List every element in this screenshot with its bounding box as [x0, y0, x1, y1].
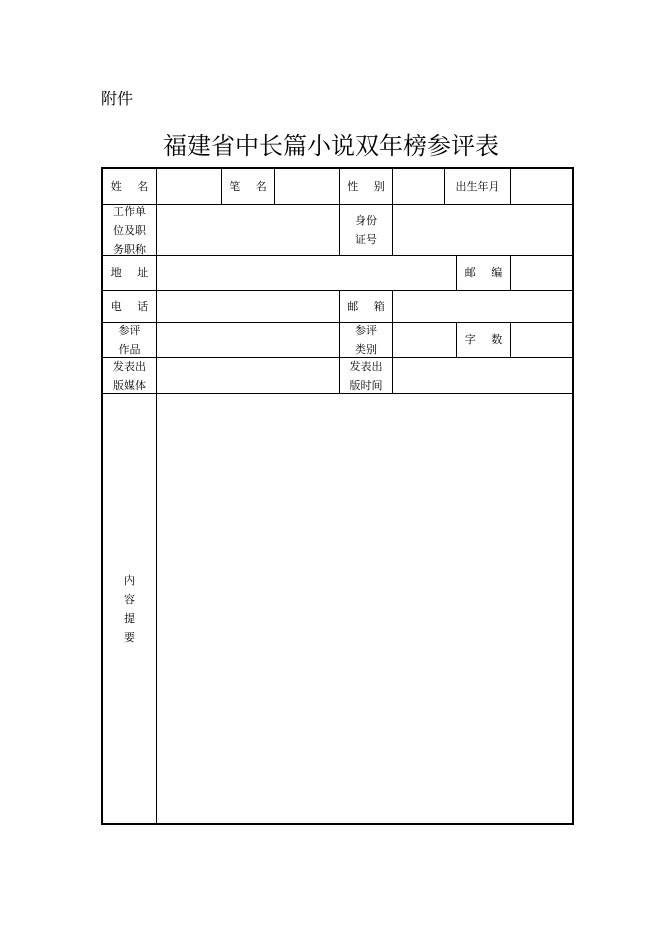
publication-media-field[interactable]: [157, 358, 340, 394]
email-label: 邮 箱: [340, 291, 393, 323]
gender-field[interactable]: [393, 169, 445, 205]
attachment-label: 附件: [101, 89, 134, 108]
phone-field[interactable]: [157, 291, 340, 323]
work-title-label: 参评 作品: [103, 323, 157, 358]
publication-media-label: 发表出 版媒体: [103, 358, 157, 394]
address-field[interactable]: [157, 256, 457, 291]
pen-name-field[interactable]: [275, 169, 340, 205]
id-number-field[interactable]: [393, 205, 574, 256]
postcode-field[interactable]: [511, 256, 574, 291]
summary-label: 内 容 提 要: [103, 394, 157, 823]
work-unit-label: 工作单 位及职 务职称: [103, 205, 157, 256]
name-label: 姓 名: [103, 169, 157, 205]
publication-time-label: 发表出 版时间: [340, 358, 393, 394]
birth-label: 出生年月: [445, 169, 511, 205]
publication-time-field[interactable]: [393, 358, 574, 394]
gender-label: 性 别: [340, 169, 393, 205]
summary-field[interactable]: [157, 394, 574, 823]
word-count-field[interactable]: [511, 323, 574, 358]
pen-name-label: 笔 名: [222, 169, 275, 205]
category-label: 参评 类别: [340, 323, 393, 358]
phone-label: 电 话: [103, 291, 157, 323]
id-number-label: 身份 证号: [340, 205, 393, 256]
work-unit-field[interactable]: [157, 205, 340, 256]
application-form: [101, 167, 574, 825]
name-field[interactable]: [157, 169, 222, 205]
page-title: 福建省中长篇小说双年榜参评表: [163, 132, 499, 160]
email-field[interactable]: [393, 291, 574, 323]
address-label: 地 址: [103, 256, 157, 291]
category-field[interactable]: [393, 323, 457, 358]
postcode-label: 邮 编: [457, 256, 511, 291]
word-count-label: 字 数: [457, 323, 511, 358]
work-title-field[interactable]: [157, 323, 340, 358]
birth-field[interactable]: [511, 169, 574, 205]
